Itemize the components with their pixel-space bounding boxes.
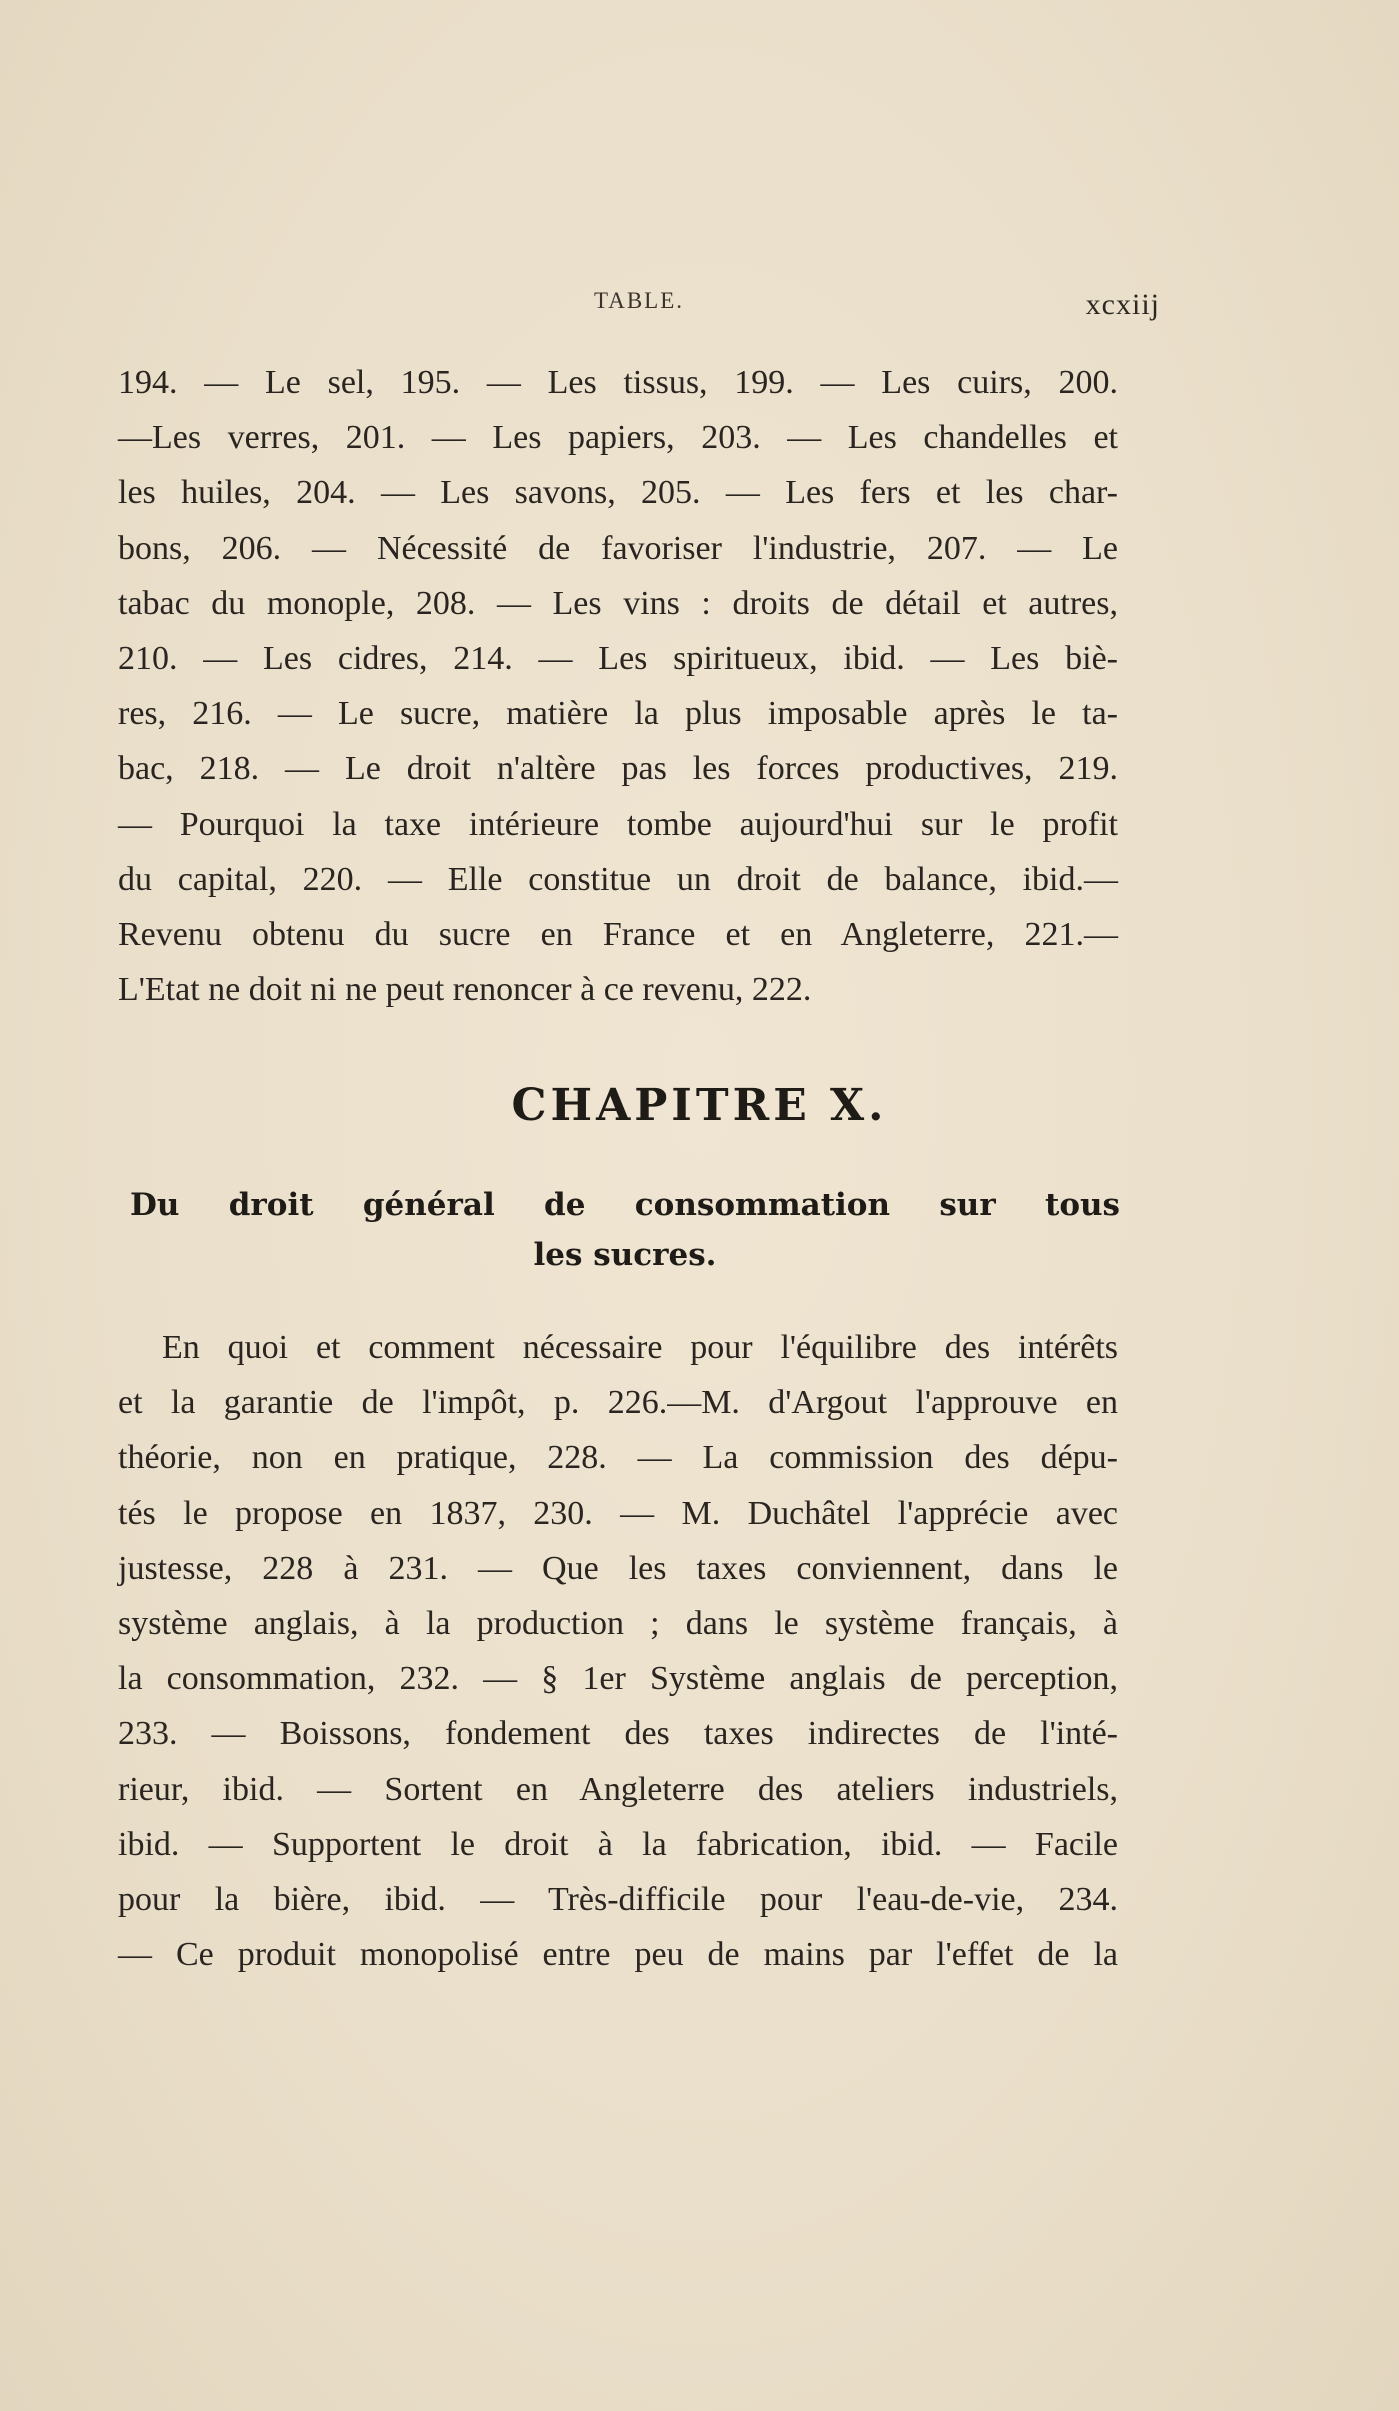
text-line: ibid. — Supportent le droit à la fabrication, ibid. — Facile bbox=[118, 1825, 1118, 1863]
running-title: TABLE. bbox=[594, 288, 685, 313]
text-line: 194. — Le sel, 195. — Les tissus, 199. — Les cuirs, 200. bbox=[118, 364, 1118, 401]
text-line: rieur, ibid. — Sortent en Angleterre des ateliers industriels, bbox=[118, 1770, 1118, 1808]
text-line: 233. — Boissons, fondement des taxes indirectes de l'inté- bbox=[118, 1715, 1118, 1753]
text-line: bons, 206. — Nécessité de favoriser l'industrie, 207. — Le bbox=[118, 529, 1118, 567]
table-entries-continued bbox=[118, 355, 1118, 1017]
text-line: tés le propose en 1837, 230. — M. Duchâtel l'apprécie avec bbox=[118, 1494, 1118, 1532]
running-head bbox=[120, 288, 1160, 328]
text-line: 210. — Les cidres, 214. — Les spiritueux, ibid. — Les biè- bbox=[118, 640, 1118, 678]
text-line: la consommation, 232. — § 1er Système anglais de perception, bbox=[118, 1660, 1118, 1698]
text-line: justesse, 228 à 231. — Que les taxes conviennent, dans le bbox=[118, 1549, 1118, 1587]
text-line: système anglais, à la production ; dans le système français, à bbox=[118, 1605, 1118, 1643]
text-line: —Les verres, 201. — Les papiers, 203. — Les chandelles et bbox=[118, 419, 1118, 457]
text-line: pour la bière, ibid. — Très-difficile pour l'eau-de-vie, 234. bbox=[118, 1881, 1118, 1919]
page-number: xcxiij bbox=[1085, 288, 1160, 321]
chapter-summary bbox=[118, 1320, 1118, 1982]
text-line: du capital, 220. — Elle constitue un droit de balance, ibid.— bbox=[118, 860, 1118, 898]
text-line: et la garantie de l'impôt, p. 226.—M. d'Argout l'approuve en bbox=[118, 1384, 1118, 1422]
subtitle-line: Du droit général de consommation sur tous bbox=[130, 1187, 1120, 1223]
text-line: En quoi et comment nécessaire pour l'équilibre des intérêts bbox=[162, 1329, 1118, 1366]
text-line: res, 216. — Le sucre, matière la plus imposable après le ta- bbox=[118, 695, 1118, 733]
text-line: L'Etat ne doit ni ne peut renoncer à ce revenu, 222. bbox=[118, 971, 812, 1009]
text-line: — Ce produit monopolisé entre peu de mains par l'effet de la bbox=[118, 1936, 1118, 1974]
subtitle-line: les sucres. bbox=[533, 1237, 717, 1273]
text-line: — Pourquoi la taxe intérieure tombe aujourd'hui sur le profit bbox=[118, 805, 1118, 843]
chapter-subtitle bbox=[130, 1180, 1120, 1280]
text-line: bac, 218. — Le droit n'altère pas les forces productives, 219. bbox=[118, 750, 1118, 788]
text-line: tabac du monople, 208. — Les vins : droits de détail et autres, bbox=[118, 584, 1118, 622]
text-line: théorie, non en pratique, 228. — La commission des dépu- bbox=[118, 1439, 1118, 1477]
text-line: les huiles, 204. — Les savons, 205. — Les fers et les char- bbox=[118, 474, 1118, 512]
text-line: Revenu obtenu du sucre en France et en Angleterre, 221.— bbox=[118, 916, 1118, 954]
chapter-title: CHAPITRE X. bbox=[511, 1080, 888, 1131]
